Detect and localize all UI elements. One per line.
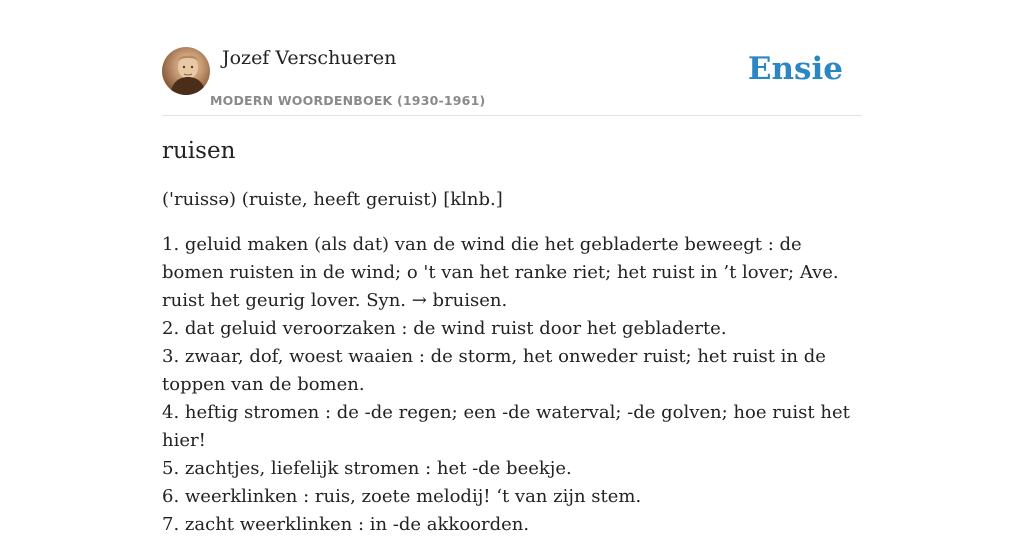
definition-list [162, 231, 867, 539]
definition-item: 1. geluid maken (als dat) van de wind die het gebladerte beweegt : de bomen ruisten in de wind; o 't van het ranke riet; het ruist in ’t lover; Ave. ruist het geurig lover. Syn. → bruisen. [162, 234, 839, 311]
entry-content [162, 138, 867, 539]
definition-item: 3. zwaar, dof, woest waaien : de storm, het onweder ruist; het ruist in de toppen van de bomen. [162, 346, 826, 395]
author-name[interactable]: Jozef Verschueren [222, 47, 397, 69]
definition-item: 4. heftig stromen : de -de regen; een -de waterval; -de golven; hoe ruist het hier! [162, 402, 850, 451]
source-title[interactable]: MODERN WOORDENBOEK (1930-1961) [210, 93, 486, 108]
brand-logo[interactable]: Ensie [747, 51, 843, 87]
author-avatar[interactable] [162, 47, 210, 95]
definition-item: 7. zacht weerklinken : in -de akkoorden. [162, 514, 530, 535]
definition-item: 6. weerklinken : ruis, zoete melodij! ‘t van zijn stem. [162, 486, 642, 507]
portrait-icon [162, 47, 210, 95]
definition-item: 2. dat geluid veroorzaken : de wind ruist door het gebladerte. [162, 318, 727, 339]
header-divider [162, 115, 862, 116]
entry-pronunciation: ('ruissə) (ruiste, heeft geruist) [klnb.] [162, 189, 503, 210]
definition-item: 5. zachtjes, liefelijk stromen : het -de beekje. [162, 458, 572, 479]
page-header [162, 45, 862, 115]
entry-term: ruisen [162, 138, 236, 164]
